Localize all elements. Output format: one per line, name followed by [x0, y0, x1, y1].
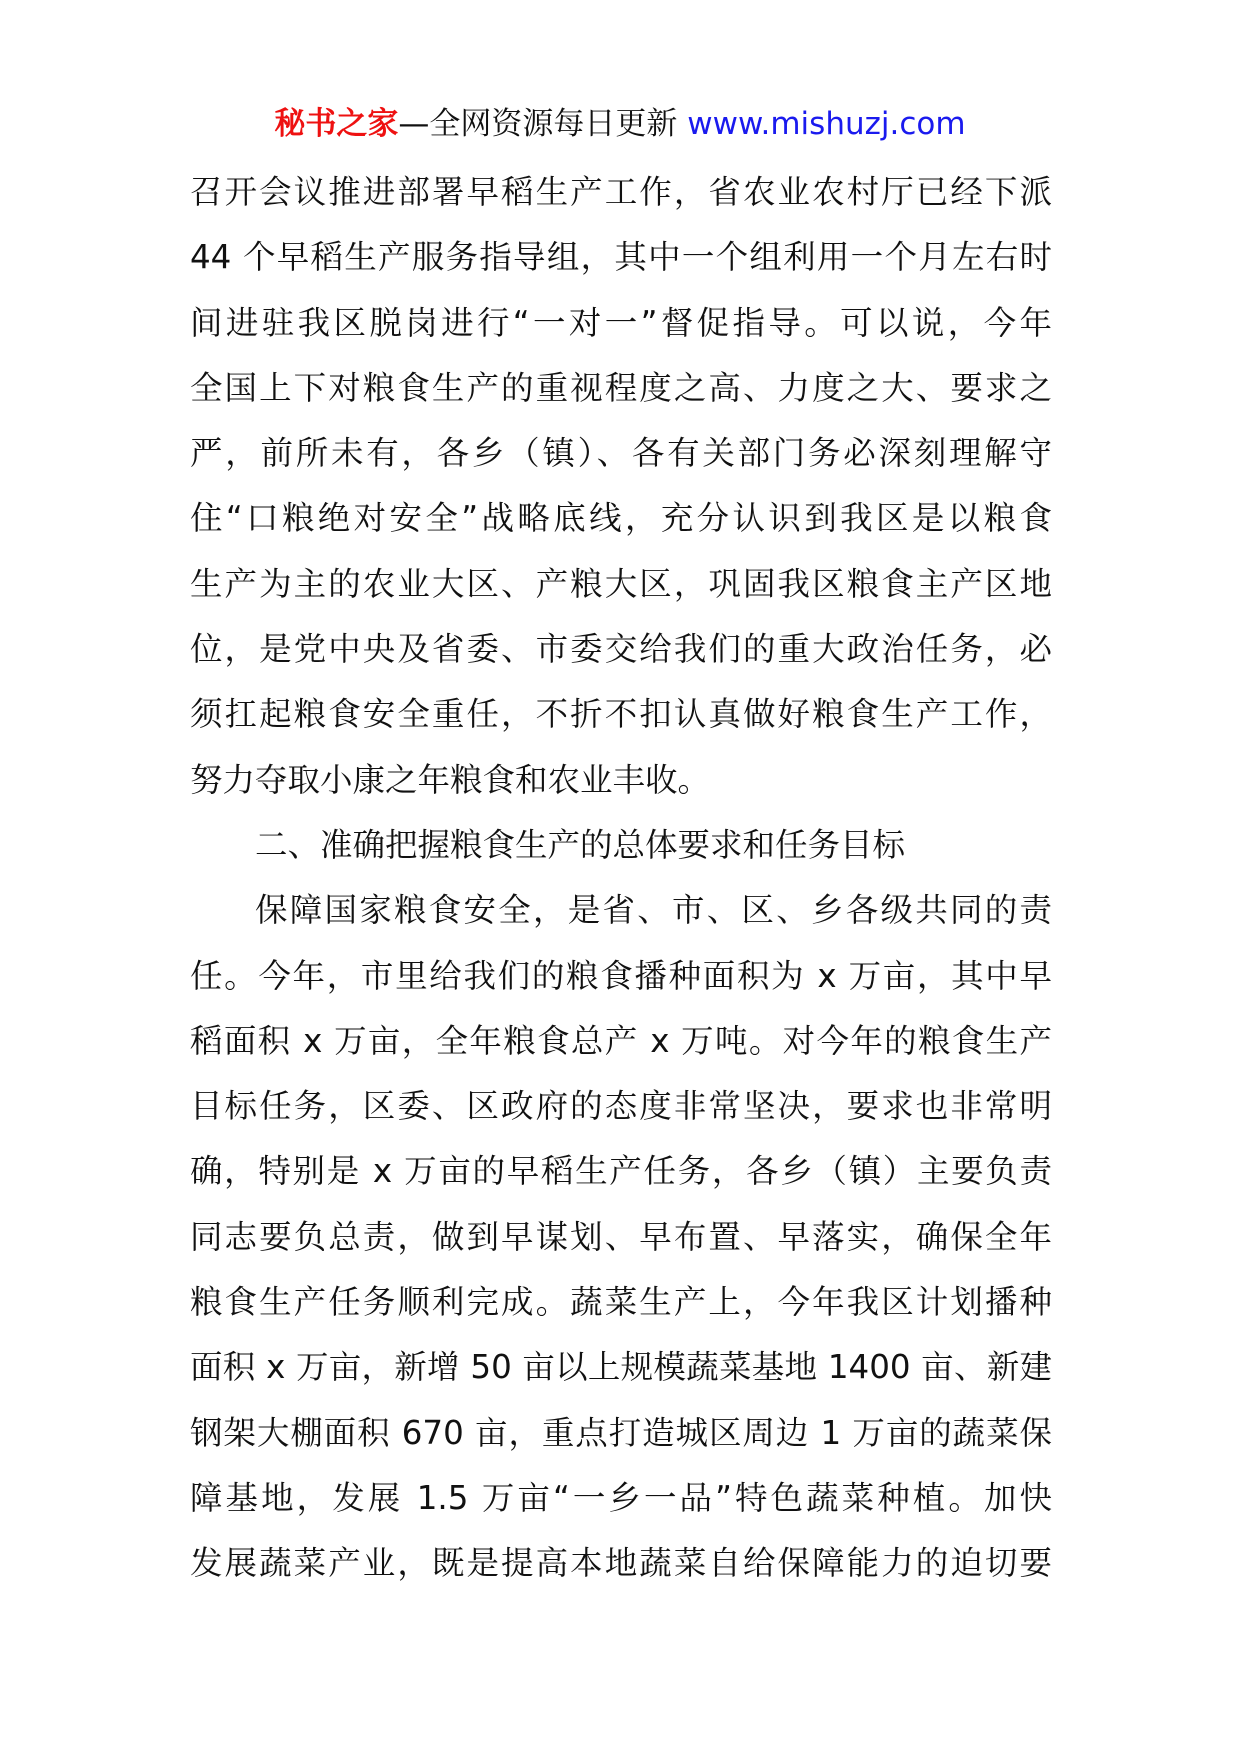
section-heading: 二、准确把握粮食生产的总体要求和任务目标 — [255, 825, 906, 864]
text-line: 保障国家粮食安全，是省、市、区、乡各级共同的责 — [255, 891, 1052, 930]
text-line: 发展蔬菜产业，既是提高本地蔬菜自给保障能力的迫切要 — [190, 1544, 1052, 1583]
text-line: 间进驻我区脱岗进行“一对一”督促指导。可以说，今年 — [190, 303, 1052, 342]
text-line: 面积 x 万亩，新增 50 亩以上规模蔬菜基地 1400 亩、新建 — [190, 1348, 1052, 1387]
text-line: 严，前所未有，各乡（镇）、各有关部门务必深刻理解守 — [190, 434, 1052, 473]
text-line: 努力夺取小康之年粮食和农业丰收。 — [190, 760, 711, 799]
text-line: 召开会议推进部署早稻生产工作，省农业农村厅已经下派 — [190, 173, 1052, 211]
text-line: 目标任务，区委、区政府的态度非常坚决，要求也非常明 — [190, 1087, 1052, 1126]
text-line: 粮食生产任务顺利完成。蔬菜生产上，今年我区计划播种 — [190, 1283, 1052, 1322]
header-tagline: —全网资源每日更新 — [398, 106, 678, 142]
text-line: 确，特别是 x 万亩的早稻生产任务，各乡（镇）主要负责 — [190, 1152, 1052, 1191]
text-line: 44 个早稻生产服务指导组，其中一个组利用一个月左右时 — [190, 238, 1052, 277]
brand-name: 秘书之家 — [274, 106, 399, 142]
site-url-link[interactable]: www.mishuzj.com — [687, 106, 966, 142]
text-line: 钢架大棚面积 670 亩，重点打造城区周边 1 万亩的蔬菜保 — [190, 1413, 1052, 1452]
text-line: 全国上下对粮食生产的重视程度之高、力度之大、要求之 — [190, 368, 1052, 407]
document-body — [190, 160, 1052, 1597]
text-line: 生产为主的农业大区、产粮大区，巩固我区粮食主产区地 — [190, 564, 1052, 603]
text-line: 障基地，发展 1.5 万亩“一乡一品”特色蔬菜种植。加快 — [190, 1478, 1052, 1517]
text-line: 住“口粮绝对安全”战略底线，充分认识到我区是以粮食 — [190, 499, 1052, 538]
text-line: 任。今年，市里给我们的粮食播种面积为 x 万亩，其中早 — [190, 956, 1052, 995]
site-header — [0, 104, 1240, 144]
text-line: 须扛起粮食安全重任，不折不扣认真做好粮食生产工作， — [190, 695, 1052, 734]
text-line: 同志要负总责，做到早谋划、早布置、早落实，确保全年 — [190, 1217, 1052, 1256]
text-line: 稻面积 x 万亩，全年粮食总产 x 万吨。对今年的粮食生产 — [190, 1021, 1052, 1060]
text-line: 位，是党中央及省委、市委交给我们的重大政治任务，必 — [190, 630, 1052, 669]
